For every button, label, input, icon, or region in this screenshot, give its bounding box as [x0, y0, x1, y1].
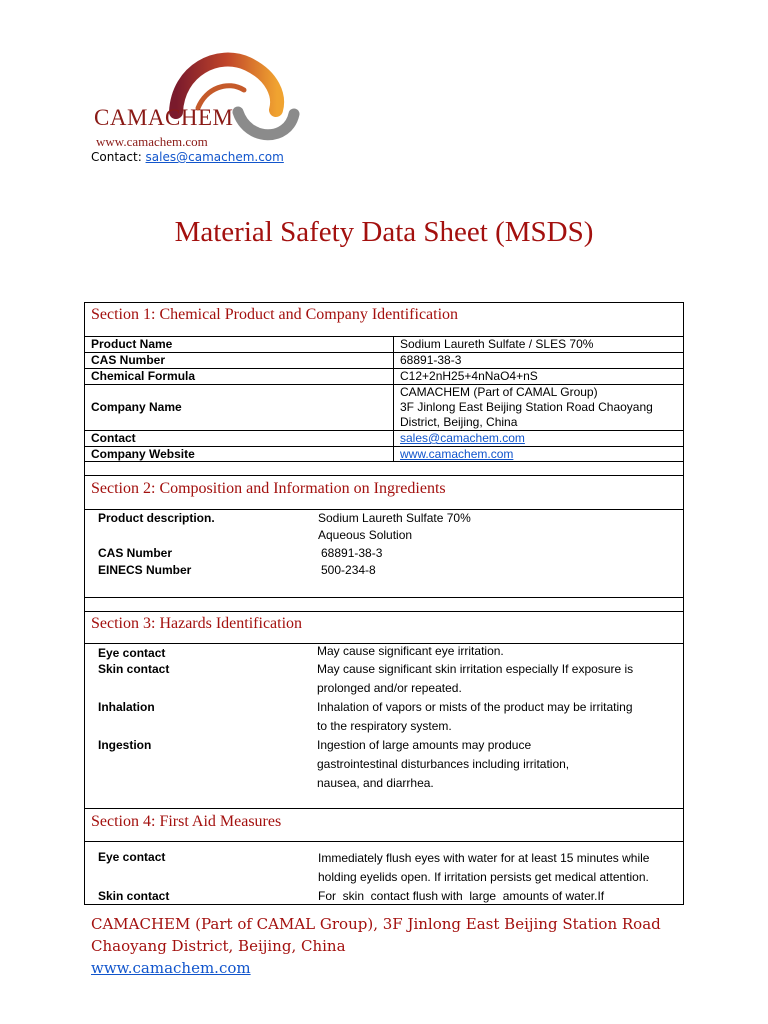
item-value: For skin contact flush with large amounts of water.If	[318, 889, 605, 903]
item-label: Skin contact	[98, 889, 170, 903]
footer-address-line1: CAMACHEM (Part of CAMAL Group), 3F Jinlong East Beijing Station Road	[91, 915, 661, 933]
item-value: holding eyelids open. If irritation persists get medical attention.	[318, 870, 649, 884]
item-value: to the respiratory system.	[317, 719, 452, 733]
logo-text: CAMACHEM	[94, 105, 234, 130]
row-label: Contact	[91, 431, 136, 445]
row-label: Product Name	[91, 337, 173, 351]
item-value: May cause significant eye irritation.	[317, 644, 504, 658]
contact-email-link[interactable]: sales@camachem.com	[145, 150, 284, 164]
item-label: Eye contact	[98, 646, 166, 660]
item-value: Sodium Laureth Sulfate 70%	[318, 511, 471, 525]
item-label: Skin contact	[98, 662, 170, 676]
item-value: May cause significant skin irritation especially If exposure is	[317, 662, 634, 676]
contact-line	[91, 150, 284, 164]
item-label: CAS Number	[98, 546, 173, 560]
section2-heading: Section 2: Composition and Information on Ingredients	[85, 475, 683, 509]
item-label: EINECS Number	[98, 563, 192, 577]
row-label: Company Website	[91, 447, 195, 461]
item-value: Ingestion of large amounts may produce	[317, 738, 532, 752]
row-value: Sodium Laureth Sulfate / SLES 70%	[400, 337, 594, 351]
contact-label: Contact:	[91, 150, 146, 164]
table-row	[85, 368, 683, 384]
table-row	[85, 352, 683, 368]
item-label: Inhalation	[98, 700, 155, 714]
row-label: Chemical Formula	[91, 369, 196, 383]
msds-table	[84, 302, 684, 905]
contact-email-link[interactable]: sales@camachem.com	[400, 431, 525, 445]
footer-address-line2: Chaoyang District, Beijing, China	[91, 937, 346, 955]
table-row	[85, 384, 683, 430]
page-title: Material Safety Data Sheet (MSDS)	[174, 216, 594, 248]
item-value: gastrointestinal disturbances including irritation,	[317, 757, 570, 771]
table-row	[85, 430, 683, 446]
logo-url: www.camachem.com	[96, 134, 208, 149]
footer	[91, 913, 661, 979]
item-label: Product description.	[98, 511, 215, 525]
row-value: CAMACHEM (Part of CAMAL Group) 3F Jinlong East Beijing Station Road Chaoyang District, Beijing, China	[400, 385, 653, 429]
website-link[interactable]: www.camachem.com	[400, 447, 514, 461]
footer-website-link[interactable]: www.camachem.com	[91, 959, 251, 977]
section3-heading: Section 3: Hazards Identification	[85, 611, 683, 643]
row-value: C12+2nH25+4nNaO4+nS	[400, 369, 538, 383]
item-value: prolonged and/or repeated.	[317, 681, 462, 695]
item-value: Inhalation of vapors or mists of the product may be irritating	[317, 700, 633, 714]
item-value: nausea, and diarrhea.	[317, 776, 434, 790]
row-label: CAS Number	[91, 353, 166, 367]
section4-heading: Section 4: First Aid Measures	[85, 808, 683, 841]
row-value: 68891-38-3	[400, 353, 462, 367]
item-value: 500-234-8	[321, 563, 376, 577]
item-value: Immediately flush eyes with water for at least 15 minutes while	[318, 851, 650, 865]
table-row	[85, 446, 683, 461]
section1-heading: Section 1: Chemical Product and Company Identification	[91, 306, 459, 323]
row-label: Company Name	[91, 400, 182, 414]
item-value: Aqueous Solution	[318, 528, 413, 542]
table-row	[85, 336, 683, 352]
item-label: Ingestion	[98, 738, 152, 752]
item-label: Eye contact	[98, 850, 166, 864]
item-value: 68891-38-3	[321, 546, 383, 560]
company-logo	[88, 50, 300, 150]
